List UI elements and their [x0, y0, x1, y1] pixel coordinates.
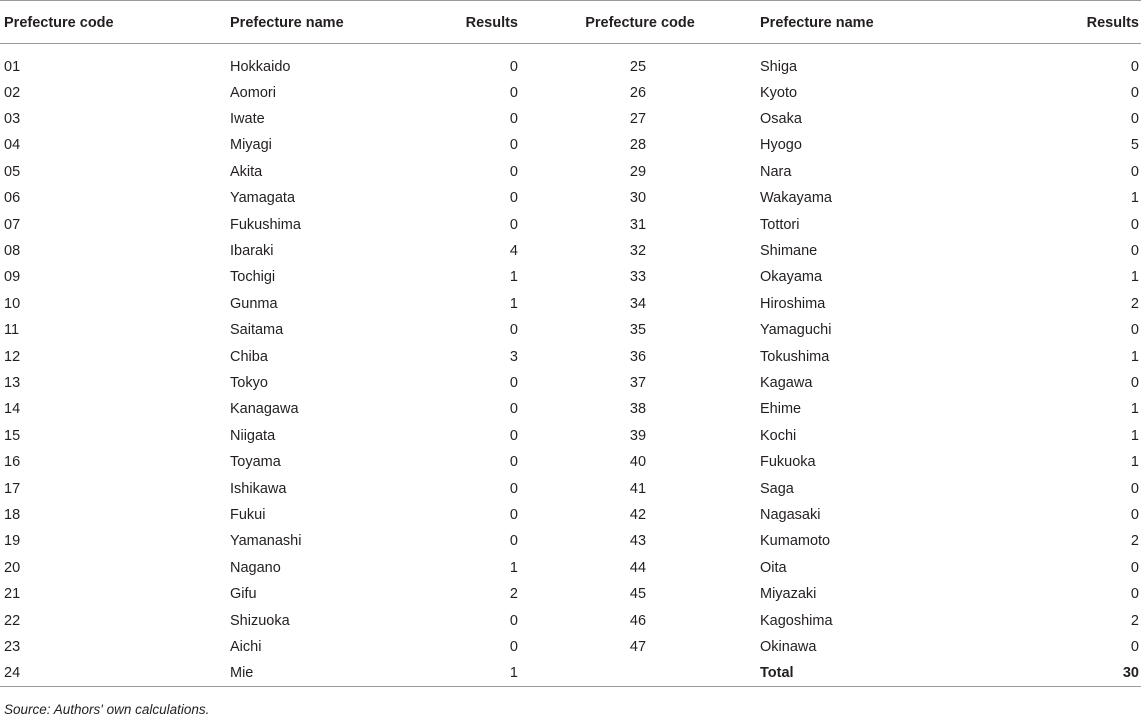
prefecture-name-cell: Akita: [230, 163, 263, 180]
prefecture-code-cell: 11: [4, 322, 20, 339]
table-row: [0, 634, 1141, 660]
results-cell: 0: [509, 374, 518, 391]
prefecture-name-cell: Ibaraki: [230, 243, 274, 260]
results-cell: 0: [509, 401, 518, 418]
table-row: [0, 607, 1141, 633]
prefecture-code-cell: 25: [629, 58, 647, 75]
prefecture-name-cell: Hyogo: [760, 137, 802, 154]
table-row: [0, 660, 1141, 687]
results-cell: 3: [509, 348, 518, 365]
results-cell: 0: [509, 58, 518, 75]
results-cell: 1: [1130, 454, 1139, 471]
results-cell: 0: [1130, 216, 1139, 233]
table-row: [0, 502, 1141, 528]
prefecture-code-cell: 01: [4, 58, 21, 75]
prefecture-name-cell: Okayama: [760, 269, 823, 286]
header-prefecture-name-1: Prefecture name: [226, 1, 386, 44]
results-cell: 0: [509, 84, 518, 101]
results-cell: 30: [917, 660, 1141, 687]
prefecture-code-cell: 04: [4, 137, 21, 154]
header-prefecture-name-2: Prefecture name: [756, 1, 917, 44]
prefecture-name-cell: Nagasaki: [760, 506, 821, 523]
table-row: [0, 80, 1141, 106]
prefecture-name-cell: Fukuoka: [760, 454, 816, 471]
prefecture-code-cell: 35: [629, 322, 647, 339]
prefecture-code-cell: 10: [4, 295, 21, 312]
prefecture-name-cell: Yamaguchi: [760, 322, 832, 339]
prefecture-name-cell: Oita: [760, 559, 787, 576]
prefecture-code-cell: 07: [4, 216, 21, 233]
prefecture-name-cell: Iwate: [230, 111, 265, 128]
results-cell: 0: [1130, 480, 1139, 497]
prefecture-code-cell: 27: [629, 111, 647, 128]
table-row: [0, 343, 1141, 369]
results-cell: 0: [509, 454, 518, 471]
table-body: [0, 44, 1141, 687]
prefecture-name-cell: Hokkaido: [230, 58, 291, 75]
results-cell: 0: [509, 322, 518, 339]
prefecture-code-cell: 47: [629, 638, 647, 655]
prefecture-code-cell: 09: [4, 269, 21, 286]
prefecture-code-cell: 13: [4, 374, 21, 391]
prefecture-name-cell: Ishikawa: [230, 480, 287, 497]
table-row: [0, 449, 1141, 475]
prefecture-name-cell: Kumamoto: [760, 533, 831, 550]
table-row: [0, 185, 1141, 211]
prefecture-code-cell: 08: [4, 243, 21, 260]
results-cell: 0: [1130, 243, 1139, 260]
prefecture-name-cell: Nara: [760, 163, 792, 180]
table-row: [0, 159, 1141, 185]
results-cell: 0: [1130, 322, 1139, 339]
prefecture-code-cell: 20: [4, 559, 21, 576]
results-cell: 1: [386, 660, 520, 687]
prefecture-code-cell: 29: [629, 163, 647, 180]
source-note: Source: Authors' own calculations.: [4, 702, 210, 717]
header-results-2: Results: [917, 1, 1141, 44]
prefecture-code-cell: 05: [4, 163, 21, 180]
prefecture-name-cell: Kanagawa: [230, 401, 299, 418]
table-row: [0, 555, 1141, 581]
results-cell: 1: [1130, 401, 1139, 418]
prefecture-name-cell: Nagano: [230, 559, 281, 576]
prefecture-name-cell: Mie: [226, 660, 386, 687]
results-cell: 0: [509, 163, 518, 180]
prefecture-code-cell: 14: [4, 401, 21, 418]
prefecture-code-cell: 36: [629, 348, 647, 365]
prefecture-name-cell: Tochigi: [230, 269, 276, 286]
prefecture-name-cell: Saitama: [230, 322, 284, 339]
results-cell: 2: [1130, 295, 1139, 312]
results-cell: 2: [1130, 533, 1139, 550]
prefecture-code-cell: 03: [4, 111, 21, 128]
results-cell: 0: [509, 612, 518, 629]
prefecture-code-cell: [520, 660, 756, 687]
results-cell: 0: [509, 533, 518, 550]
prefecture-name-cell: Wakayama: [760, 190, 832, 207]
table-row: [0, 132, 1141, 158]
prefecture-code-cell: 37: [629, 374, 647, 391]
results-cell: 0: [509, 190, 518, 207]
results-cell: 0: [509, 506, 518, 523]
table-row: [0, 238, 1141, 264]
prefecture-name-cell: Fukushima: [230, 216, 301, 233]
table-row: [0, 106, 1141, 132]
prefecture-code-cell: 06: [4, 190, 21, 207]
prefecture-name-cell: Toyama: [230, 454, 281, 471]
results-cell: 1: [509, 295, 518, 312]
results-cell: 0: [1130, 163, 1139, 180]
table-row: [0, 581, 1141, 607]
prefecture-code-cell: 21: [4, 586, 21, 603]
prefecture-name-cell: Tokushima: [760, 348, 830, 365]
prefecture-code-cell: 40: [629, 454, 647, 471]
prefecture-name-cell: Tokyo: [230, 374, 268, 391]
prefecture-name-cell: Yamanashi: [230, 533, 302, 550]
prefecture-name-cell: Kagoshima: [760, 612, 833, 629]
prefecture-code-cell: 32: [629, 243, 647, 260]
header-prefecture-code-2: Prefecture code: [520, 1, 756, 44]
results-cell: 0: [1130, 84, 1139, 101]
prefecture-name-cell: Total: [756, 660, 917, 687]
prefecture-name-cell: Shizuoka: [230, 612, 290, 629]
prefecture-code-cell: 43: [629, 533, 647, 550]
results-cell: 0: [1130, 559, 1139, 576]
prefecture-code-cell: 22: [4, 612, 21, 629]
prefecture-name-cell: Okinawa: [760, 638, 817, 655]
prefecture-name-cell: Shimane: [760, 243, 818, 260]
prefecture-name-cell: Aomori: [230, 84, 276, 101]
results-cell: 0: [1130, 638, 1139, 655]
prefecture-code-cell: 15: [4, 427, 21, 444]
prefecture-code-cell: 23: [4, 638, 21, 655]
results-cell: 0: [509, 137, 518, 154]
table-row: [0, 528, 1141, 554]
prefecture-name-cell: Niigata: [230, 427, 276, 444]
results-cell: 2: [1130, 612, 1139, 629]
prefecture-name-cell: Ehime: [760, 401, 802, 418]
results-cell: 4: [509, 243, 518, 260]
table-row: [0, 396, 1141, 422]
prefecture-code-cell: 26: [629, 84, 647, 101]
prefecture-code-cell: 33: [629, 269, 647, 286]
prefecture-code-cell: 18: [4, 506, 21, 523]
prefecture-name-cell: Fukui: [230, 506, 266, 523]
results-cell: 2: [509, 586, 518, 603]
prefecture-code-cell: 17: [4, 480, 21, 497]
prefecture-name-cell: Saga: [760, 480, 794, 497]
table-row: [0, 317, 1141, 343]
table-row: [0, 264, 1141, 290]
prefecture-code-cell: 28: [629, 137, 647, 154]
prefecture-name-cell: Chiba: [230, 348, 268, 365]
prefecture-code-cell: 38: [629, 401, 647, 418]
prefecture-code-cell: 46: [629, 612, 647, 629]
results-cell: 0: [1130, 58, 1139, 75]
table-row: [0, 211, 1141, 237]
prefecture-code-cell: 19: [4, 533, 21, 550]
table-header-row: [0, 1, 1141, 44]
prefecture-name-cell: Tottori: [760, 216, 800, 233]
prefecture-name-cell: Kyoto: [760, 84, 798, 101]
prefecture-name-cell: Miyagi: [230, 137, 272, 154]
results-cell: 5: [1130, 137, 1139, 154]
prefecture-code-cell: 16: [4, 454, 21, 471]
results-cell: 0: [509, 427, 518, 444]
table-row: [0, 370, 1141, 396]
prefecture-code-cell: 44: [629, 559, 647, 576]
prefecture-code-cell: 31: [629, 216, 647, 233]
prefecture-name-cell: Hiroshima: [760, 295, 826, 312]
prefecture-code-cell: 02: [4, 84, 21, 101]
results-cell: 1: [509, 559, 518, 576]
prefecture-name-cell: Shiga: [760, 58, 798, 75]
header-results-1: Results: [386, 1, 520, 44]
results-cell: 0: [509, 638, 518, 655]
results-cell: 0: [1130, 506, 1139, 523]
prefecture-name-cell: Miyazaki: [760, 586, 817, 603]
results-cell: 0: [509, 111, 518, 128]
table-row: [0, 291, 1141, 317]
results-cell: 0: [509, 216, 518, 233]
table-row: [0, 423, 1141, 449]
table-row: [0, 44, 1141, 80]
results-cell: 0: [1130, 374, 1139, 391]
prefecture-name-cell: Osaka: [760, 111, 802, 128]
table-row: [0, 475, 1141, 501]
results-cell: 0: [1130, 586, 1139, 603]
prefecture-code-cell: 42: [629, 506, 647, 523]
prefecture-code-cell: 30: [629, 190, 647, 207]
results-cell: 1: [1130, 427, 1139, 444]
prefecture-name-cell: Gunma: [230, 295, 278, 312]
prefecture-code-cell: 12: [4, 348, 21, 365]
prefecture-name-cell: Kagawa: [760, 374, 813, 391]
prefecture-code-cell: 34: [629, 295, 647, 312]
prefecture-code-cell: 45: [629, 586, 647, 603]
results-cell: 0: [509, 480, 518, 497]
results-cell: 0: [1130, 111, 1139, 128]
prefecture-name-cell: Yamagata: [230, 190, 296, 207]
prefecture-name-cell: Aichi: [230, 638, 262, 655]
results-cell: 1: [1130, 190, 1139, 207]
results-cell: 1: [1130, 348, 1139, 365]
header-prefecture-code-1: Prefecture code: [0, 1, 226, 44]
prefecture-code-cell: 39: [629, 427, 647, 444]
prefecture-name-cell: Gifu: [230, 586, 257, 603]
prefecture-code-cell: 41: [629, 480, 647, 497]
prefecture-code-cell: 24: [0, 660, 226, 687]
results-cell: 1: [509, 269, 518, 286]
prefecture-name-cell: Kochi: [760, 427, 797, 444]
results-cell: 1: [1130, 269, 1139, 286]
